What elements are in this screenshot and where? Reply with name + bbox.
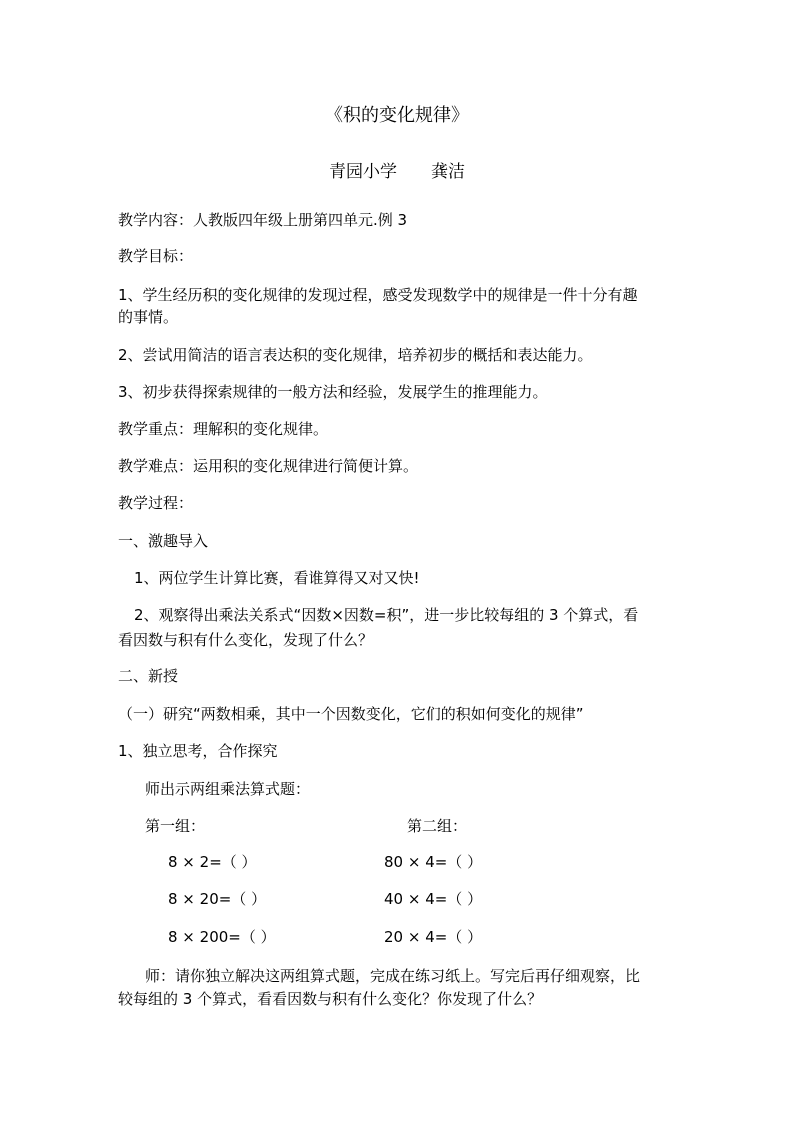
goals-heading: 教学目标： [118, 247, 194, 265]
process-heading: 教学过程： [118, 494, 194, 512]
school-name: 青园小学 [329, 162, 397, 182]
key-point: 教学重点：理解积的变化规律。 [118, 420, 329, 438]
subsection-1-step-1: 1、独立思考，合作探究 [118, 742, 278, 760]
difficulty: 教学难点：运用积的变化规律进行简便计算。 [118, 457, 419, 475]
author-line [0, 161, 794, 183]
section-1-heading: 一、激趣导入 [118, 532, 209, 550]
subsection-1: （一）研究“两数相乘，其中一个因数变化，它们的积如何变化的规律” [118, 705, 584, 723]
document-title: 《积的变化规律》 [325, 105, 469, 126]
group-2-equation: 40 × 4=（ ） [384, 890, 483, 908]
teacher-instruction-line-1: 师：请你独立解决这两组算式题，完成在练习纸上。写完后再仔细观察，比 [145, 967, 641, 985]
group-2-equation: 80 × 4=（ ） [384, 853, 483, 871]
group-2-label: 第二组： [407, 817, 468, 835]
group-1-label: 第一组： [145, 817, 206, 835]
group-1-equation: 8 × 20=（ ） [168, 890, 267, 908]
step-2-line-1: 2、观察得出乘法关系式“因数×因数=积”，进一步比较每组的 3 个算式，看 [134, 606, 639, 624]
group-1-equation: 8 × 200=（ ） [168, 928, 276, 946]
group-2-equation: 20 × 4=（ ） [384, 928, 483, 946]
teacher-instruction-line-2: 较每组的 3 个算式，看看因数与积有什么变化？你发现了什么？ [118, 990, 543, 1008]
teacher-intro: 师出示两组乘法算式题： [145, 780, 311, 798]
goal-1-line-2: 的事情。 [118, 308, 179, 326]
teaching-content: 教学内容：人教版四年级上册第四单元.例 3 [118, 211, 408, 229]
section-2-heading: 二、新授 [118, 667, 179, 685]
goal-2: 2、尝试用简洁的语言表达积的变化规律，培养初步的概括和表达能力。 [118, 346, 593, 364]
group-1-equation: 8 × 2=（ ） [168, 853, 257, 871]
goal-3: 3、初步获得探索规律的一般方法和经验，发展学生的推理能力。 [118, 383, 548, 401]
author-name: 龚洁 [431, 162, 465, 182]
step-2-line-2: 看因数与积有什么变化，发现了什么？ [118, 631, 374, 649]
step-1: 1、两位学生计算比赛，看谁算得又对又快! [134, 569, 420, 587]
goal-1-line-1: 1、学生经历积的变化规律的发现过程，感受发现数学中的规律是一件十分有趣 [118, 286, 638, 304]
